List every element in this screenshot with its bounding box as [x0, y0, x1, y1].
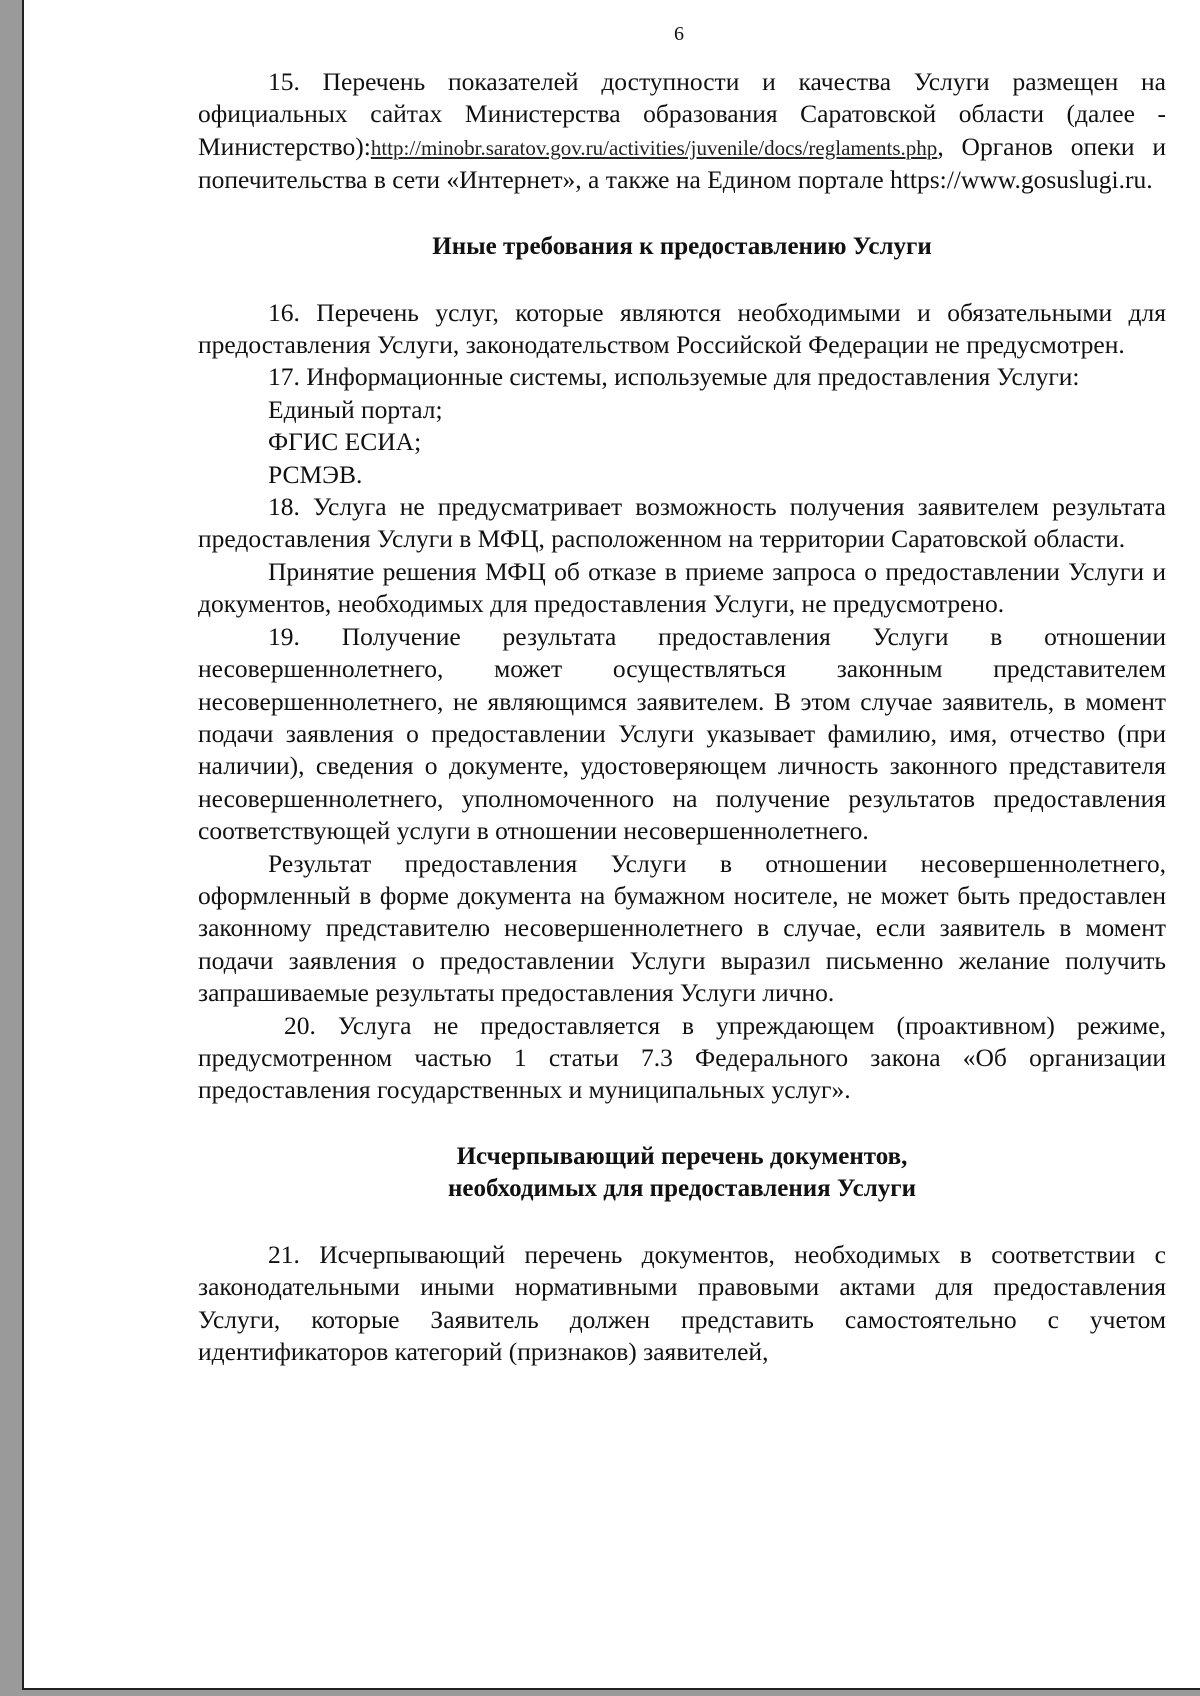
paragraph-18: 18. Услуга не предусматривает возможность получения заявителем результата предоставления Услуги в МФЦ, расположенном на территории Саратовской области.: [198, 492, 1166, 554]
paragraph-20: 20. Услуга не предоставляется в упреждающем (проактивном) режиме, предусмотренном частью 1 статьи 7.3 Федерального закона «Об организации предоставления государственных и муниципальных услуг».: [198, 1010, 1166, 1105]
info-system-item-fgis: ФГИС ЕСИА;: [268, 427, 422, 457]
info-system-item-rsmev: РСМЭВ.: [268, 459, 363, 489]
page-number: 6: [674, 23, 684, 45]
section-heading-documents: [198, 1141, 1166, 1205]
section-heading-other-requirements: Иные требования к предоставлению Услуги: [432, 232, 932, 260]
paragraph-15: [198, 66, 1166, 197]
paragraph-16: 16. Перечень услуг, которые являются необходимыми и обязательными для предоставления Услуги, законодательством Российской Федерации не предусмотрен.: [198, 297, 1166, 360]
paragraph-19: 19. Получение результата предоставления Услуги в отношении несовершеннолетнего, может осуществляться законным представителем несовершеннолетнего, не являющимся заявителем. В этом случае заявитель, в момент подачи заявления о предоставлении Услуги указывает фамилию, имя, отчество (при наличии), сведения о документе, удостоверяющем личность законного представителя несовершеннолетнего, уполномоченного на получение результатов предоставления соответствующей услуги в отношении несовершеннолетнего.: [198, 621, 1166, 846]
info-system-item-portal: Единый портал;: [268, 394, 443, 424]
section-heading-documents-line-1: Исчерпывающий перечень документов,: [456, 1142, 908, 1170]
section-heading-documents-line-2: необходимых для предоставления Услуги: [448, 1174, 916, 1202]
paragraph-21: 21. Исчерпывающий перечень документов, необходимых в соответствии с законодательными иными нормативными правовыми актами для предоставления Услуги, которые Заявитель должен представить самостоятельно с учетом идентификаторов категорий (признаков) заявителей,: [198, 1239, 1166, 1366]
paragraph-17: 17. Информационные системы, используемые для предоставления Услуги:: [268, 362, 1080, 392]
paragraph-15-text-before: 15. Перечень показателей доступности и качества Услуги размещен на официальных сайтах Министерства образования Саратовской области (далее - Министерство):: [198, 67, 1166, 161]
paragraph-19-continuation: Результат предоставления Услуги в отношении несовершеннолетнего, оформленный в форме документа на бумажном носителе, не может быть предоставлен законному представителю несовершеннолетнего в случае, если заявитель в момент подачи заявления о предоставлении Услуги выразил письменно желание получить запрашиваемые результаты предоставления Услуги лично.: [198, 848, 1166, 1008]
page-content: [198, 22, 1166, 1368]
minobr-reglaments-link[interactable]: http://minobr.saratov.gov.ru/activities/juvenile/docs/reglaments.php: [370, 135, 938, 160]
paragraph-15-text-after: , Органов опеки и попечительства в сети «Интернет», а также на Едином портале https://www.gosuslugi.ru.: [198, 131, 1166, 195]
document-page: [22, 0, 1200, 1690]
paragraph-18-continuation: Принятие решения МФЦ об отказе в приеме запроса о предоставлении Услуги и документов, необходимых для предоставления Услуги, не предусмотрено.: [198, 556, 1166, 619]
